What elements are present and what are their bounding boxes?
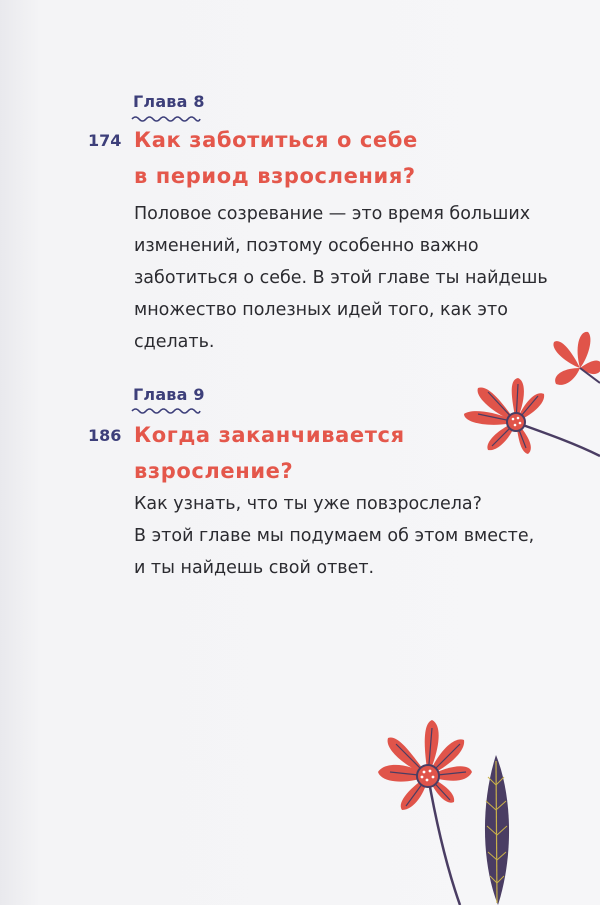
description-line: заботиться о себе. В этой главе ты найдешь bbox=[134, 268, 548, 288]
flower-icon bbox=[458, 372, 600, 462]
chapter-description bbox=[134, 488, 574, 584]
description-line: множество полезных идей того, как это bbox=[134, 300, 508, 320]
chapter-description bbox=[134, 198, 574, 358]
chapter-title bbox=[134, 122, 534, 194]
chapter-title-line: Как заботиться о себе bbox=[134, 128, 418, 152]
description-line: Как узнать, что ты уже повзрослела? bbox=[134, 494, 482, 514]
chapter-title-line: Когда заканчивается bbox=[134, 423, 405, 447]
description-line: сделать. bbox=[134, 332, 215, 352]
description-line: изменений, поэтому особенно важно bbox=[134, 236, 479, 256]
chapter-title-line: взросление? bbox=[134, 459, 294, 483]
wavy-underline-icon bbox=[131, 406, 201, 416]
page-number: 174 bbox=[88, 131, 122, 150]
description-line: и ты найдешь свой ответ. bbox=[134, 558, 375, 578]
page-number: 186 bbox=[88, 426, 122, 445]
chapter-title-line: в период взросления? bbox=[134, 164, 416, 188]
description-line: В этой главе мы подумаем об этом вместе, bbox=[134, 526, 535, 546]
chapter-label: Глава 8 bbox=[133, 92, 205, 111]
chapter-label: Глава 9 bbox=[133, 385, 205, 404]
description-line: Половое созревание — это время больших bbox=[134, 204, 531, 224]
leaf-icon bbox=[476, 755, 516, 905]
